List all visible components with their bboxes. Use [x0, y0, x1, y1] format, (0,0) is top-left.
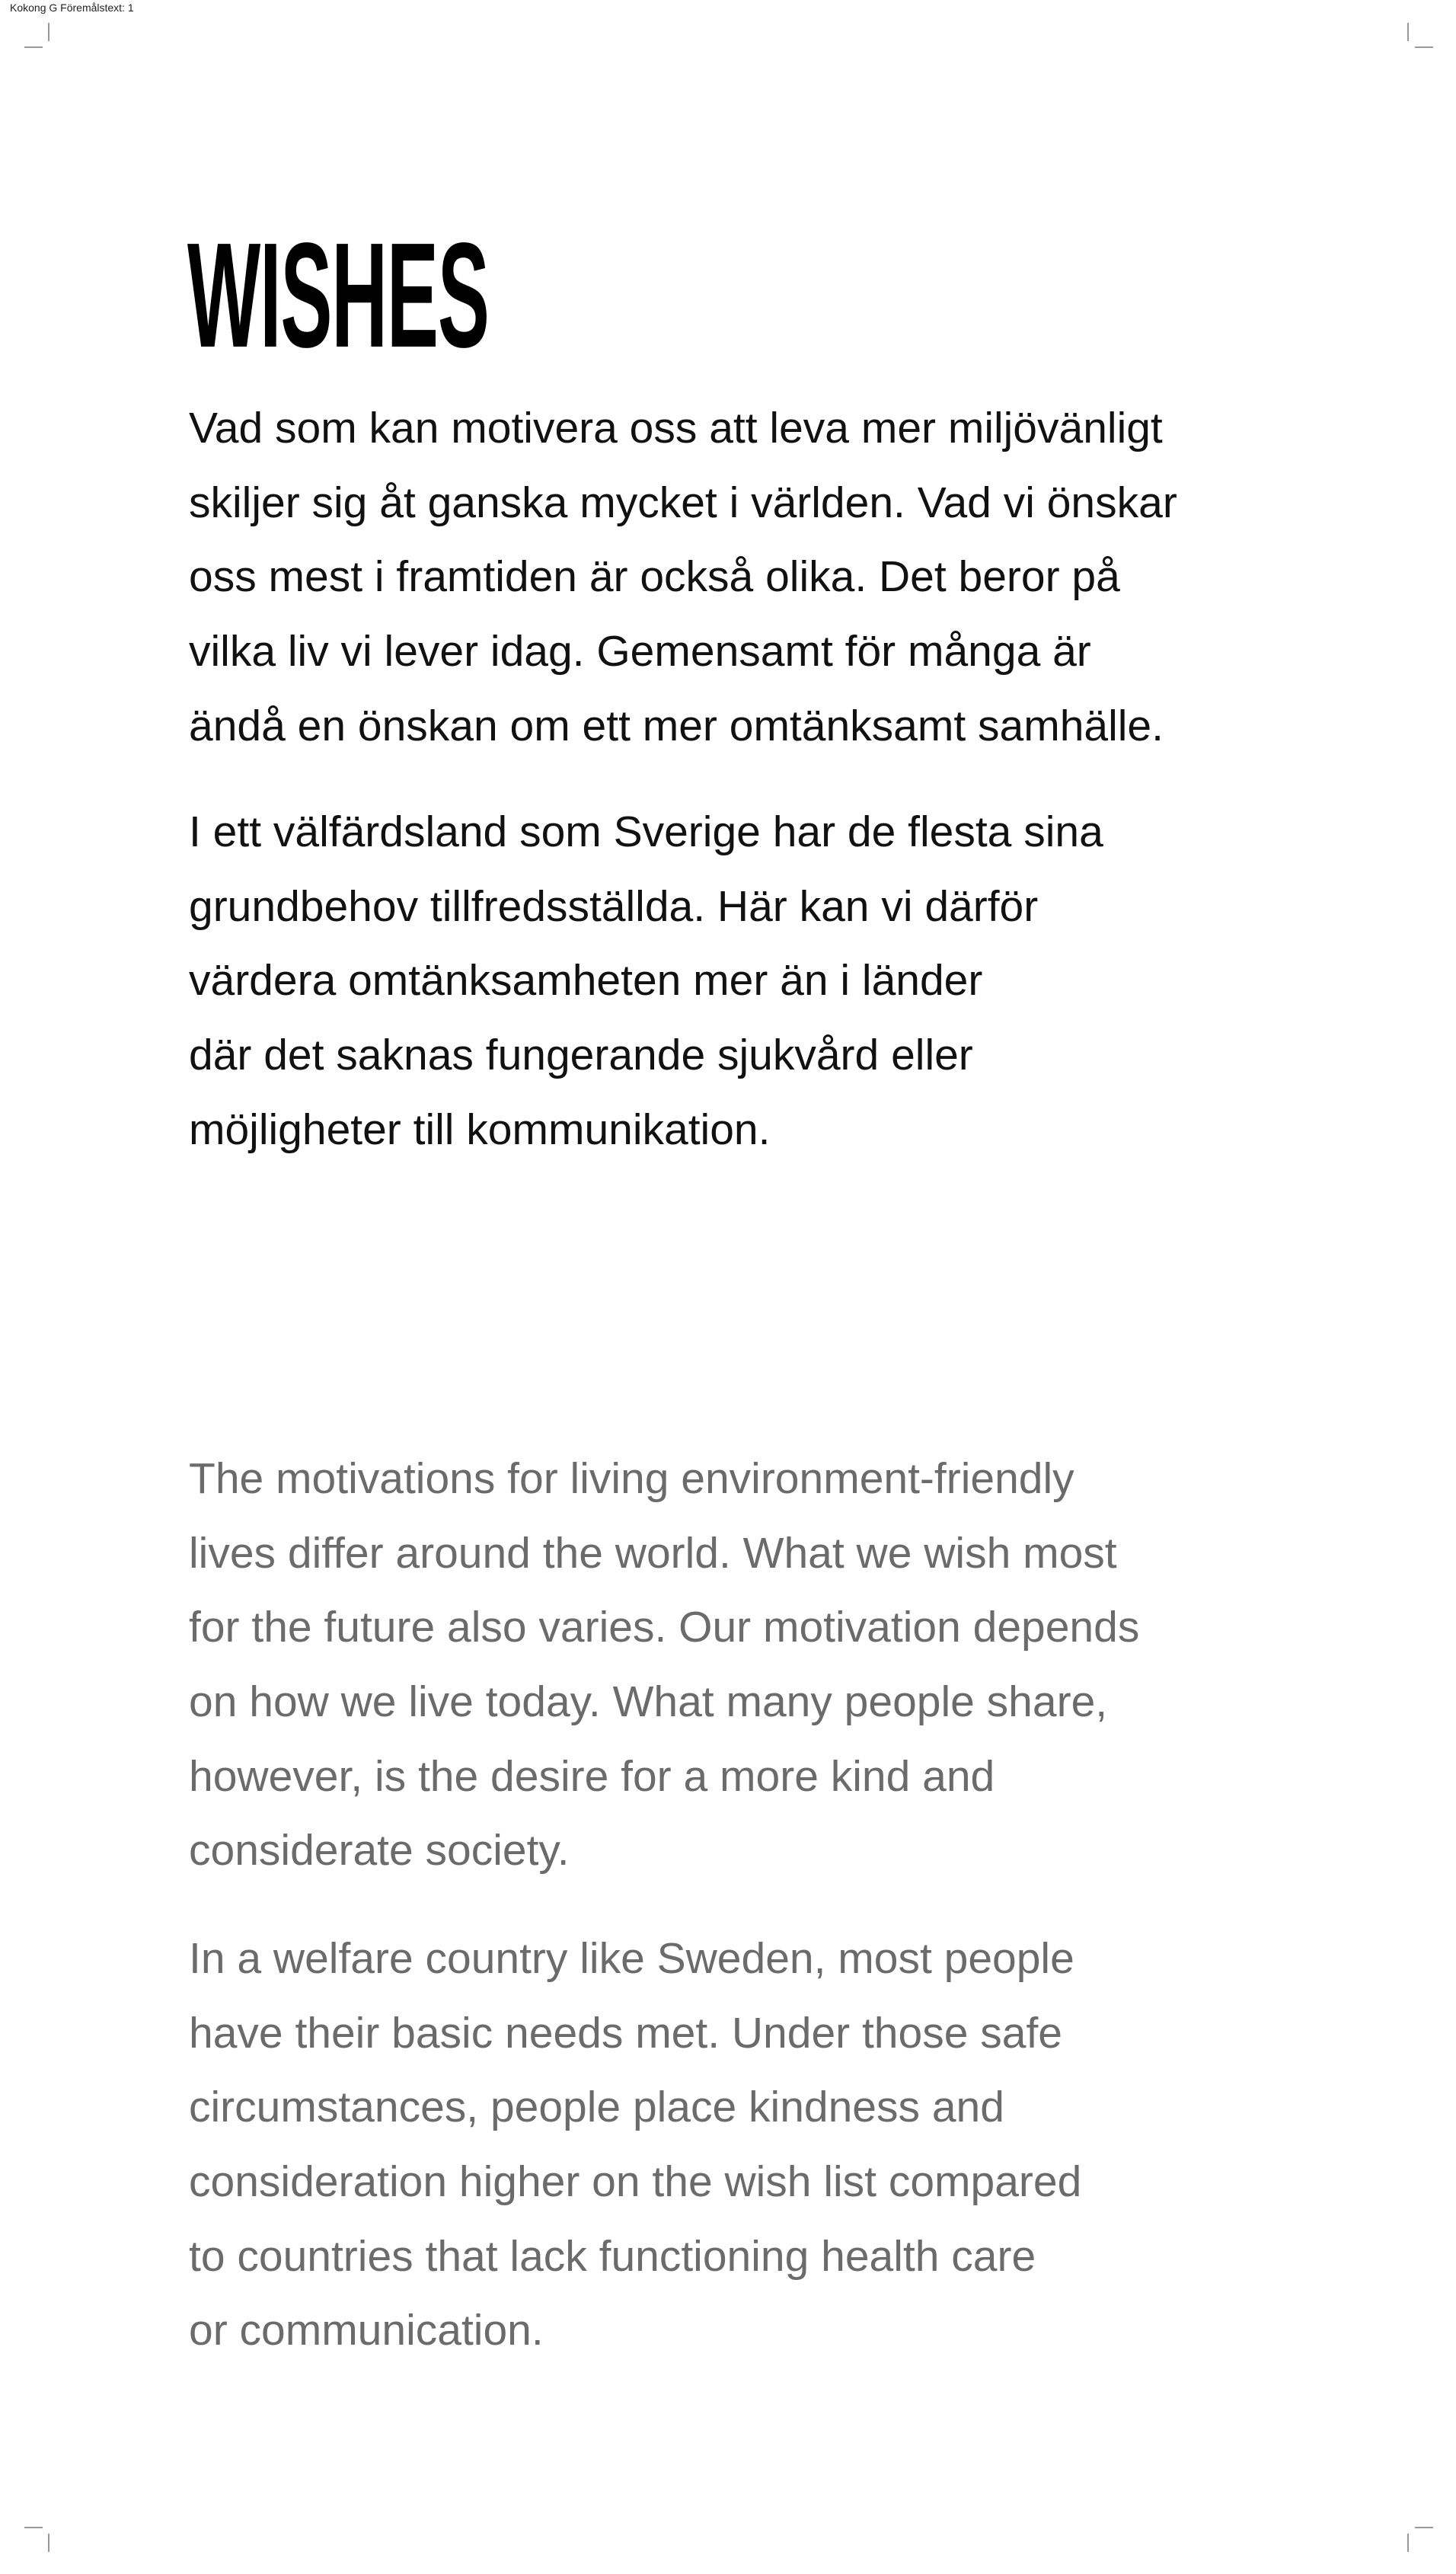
slug-line: Kokong G Föremålstext: 1 [10, 2, 134, 14]
text-line: for the future also varies. Our motivation depends [189, 1603, 1140, 1652]
text-line: I ett välfärdsland som Sverige har de flesta sina [189, 807, 1103, 856]
english-paragraph-2 [189, 1922, 1081, 2368]
text-line: In a welfare country like Sweden, most people [189, 1934, 1074, 1983]
text-line: consideration higher on the wish list compared [189, 2157, 1082, 2207]
crop-mark [1415, 46, 1433, 48]
crop-mark [48, 23, 49, 41]
crop-mark [1407, 2534, 1409, 2552]
text-line: or communication. [189, 2306, 544, 2355]
text-line: have their basic needs met. Under those safe [189, 2008, 1062, 2058]
text-line: skiljer sig åt ganska mycket i världen. Vad vi önskar [189, 478, 1177, 527]
text-line: however, is the desire for a more kind and [189, 1751, 995, 1801]
text-line: lives differ around the world. What we wish most [189, 1528, 1117, 1578]
crop-mark [24, 2527, 43, 2528]
text-line: oss mest i framtiden är också olika. Det beror på [189, 552, 1120, 602]
swedish-paragraph-2 [189, 795, 1103, 1167]
english-paragraph-1 [189, 1442, 1139, 1888]
crop-mark [48, 2534, 49, 2552]
text-line: to countries that lack functioning health care [189, 2231, 1036, 2281]
swedish-paragraph-1 [189, 392, 1177, 763]
text-line: Vad som kan motivera oss att leva mer miljövänligt [189, 404, 1163, 452]
text-line: grundbehov tillfredsställda. Här kan vi därför [189, 881, 1039, 931]
text-line: där det saknas fungerande sjukvård eller [189, 1031, 973, 1080]
text-line: vilka liv vi lever idag. Gemensamt för många är [189, 627, 1091, 676]
crop-mark [1415, 2527, 1433, 2528]
text-line: värdera omtänksamheten mer än i länder [189, 956, 983, 1006]
text-line: considerate society. [189, 1826, 570, 1875]
page-title: WISHES [187, 212, 489, 379]
text-line: The motivations for living environment-friendly [189, 1454, 1074, 1503]
text-line: circumstances, people place kindness and [189, 2083, 1004, 2132]
crop-mark [24, 46, 43, 48]
text-line: möjligheter till kommunikation. [189, 1105, 771, 1154]
text-line: on how we live today. What many people share, [189, 1677, 1108, 1727]
text-line: ändå en önskan om ett mer omtänksamt samhälle. [189, 701, 1164, 750]
crop-mark [1407, 23, 1409, 41]
